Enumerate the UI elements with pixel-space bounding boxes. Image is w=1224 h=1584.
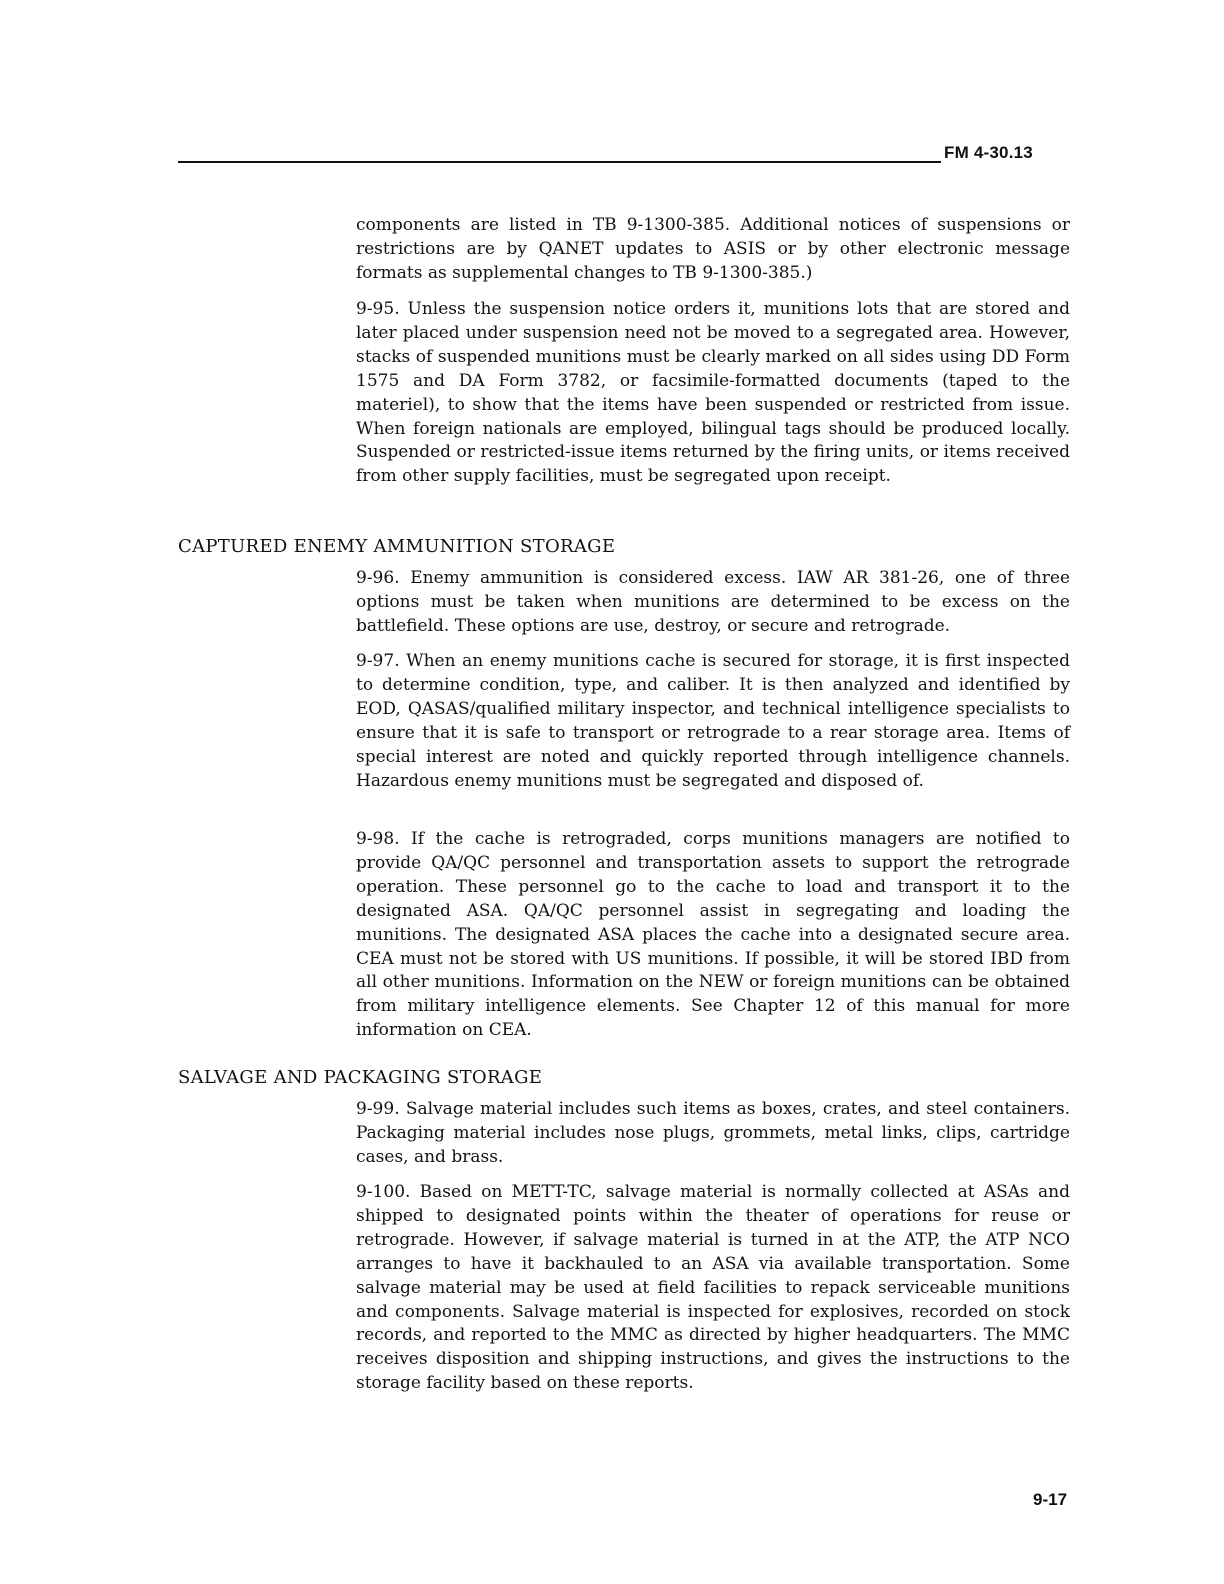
paragraph-9-97: 9-97. When an enemy munitions cache is secured for storage, it is first inspected to determine condition, type, and caliber. It is then analyzed and identified by EOD, QASAS/qualified military inspector, and technical intelligence specialists to ensure that it is safe to transport or retrograde to a rear storage area. Items of special interest are noted and quickly reported through intelligence channels. Hazardous enemy munitions must be segregated and disposed of. [356,651,1070,791]
paragraph-9-96: 9-96. Enemy ammunition is considered excess. IAW AR 381-26, one of three options must be taken when munitions are determined to be excess on the battlefield. These options are use, destroy, or secure and retrograde. [356,568,1070,636]
heading-captured-enemy-ammunition-storage: CAPTURED ENEMY AMMUNITION STORAGE [178,536,616,557]
paragraph-continuation: components are listed in TB 9-1300-385. Additional notices of suspensions or restrictions are by QANET updates to ASIS or by other electronic message formats as supplemental changes to TB 9-1300-385.) [356,215,1070,283]
document-id: FM 4-30.13 [944,143,1033,162]
paragraph-9-95: 9-95. Unless the suspension notice orders it, munitions lots that are stored and later placed under suspension need not be moved to a segregated area. However, stacks of suspended munitions must be clearly marked on all sides using DD Form 1575 and DA Form 3782, or facsimile-formatted documents (taped to the materiel), to show that the items have been suspended or restricted from issue. When foreign nationals are employed, bilingual tags should be produced locally. Suspended or restricted-issue items returned by the firing units, or items received from other supply facilities, must be segregated upon receipt. [356,299,1070,487]
paragraph-9-100: 9-100. Based on METT-TC, salvage material is normally collected at ASAs and shipped to designated points within the theater of operations for reuse or retrograde. However, if salvage material is turned in at the ATP, the ATP NCO arranges to have it backhauled to an ASA via available transportation. Some salvage material may be used at field facilities to repack serviceable munitions and components. Salvage material is inspected for explosives, recorded on stock records, and reported to the MMC as directed by higher headquarters. The MMC receives disposition and shipping instructions, and gives the instructions to the storage facility based on these reports. [356,1182,1070,1394]
heading-salvage-and-packaging-storage: SALVAGE AND PACKAGING STORAGE [178,1067,543,1088]
page-number: 9-17 [1033,1490,1068,1509]
paragraph-9-99: 9-99. Salvage material includes such items as boxes, crates, and steel containers. Packaging material includes nose plugs, grommets, metal links, clips, cartridge cases, and brass. [356,1099,1070,1167]
paragraph-9-98: 9-98. If the cache is retrograded, corps munitions managers are notified to provide QA/QC personnel and transportation assets to support the retrograde operation. These personnel go to the cache to load and transport it to the designated ASA. QA/QC personnel assist in segregating and loading the munitions. The designated ASA places the cache into a designated secure area. CEA must not be stored with US munitions. If possible, it will be stored IBD from all other munitions. Information on the NEW or foreign munitions can be obtained from military intelligence elements. See Chapter 12 of this manual for more information on CEA. [356,829,1070,1041]
header-rule [178,161,941,163]
